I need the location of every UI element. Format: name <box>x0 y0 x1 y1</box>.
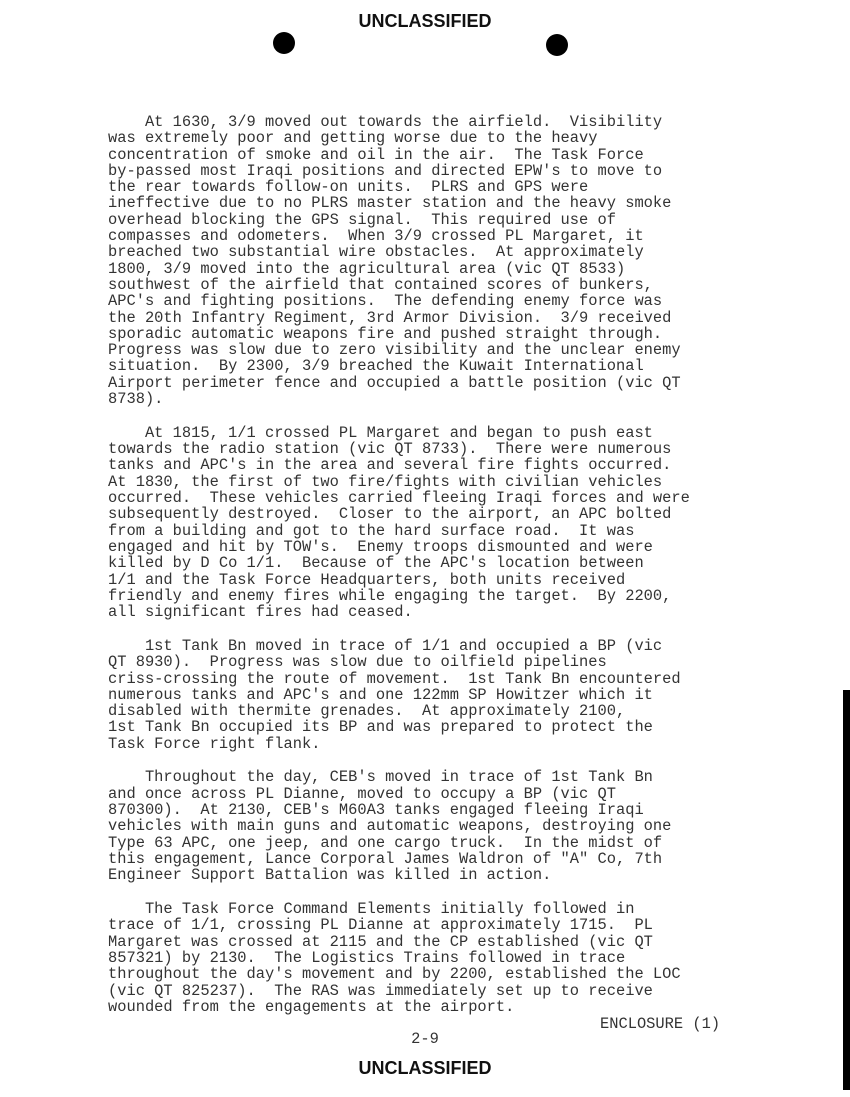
text-line: and once across PL Dianne, moved to occupy a BP (vic QT <box>108 784 616 803</box>
text-line: Margaret was crossed at 2115 and the CP established (vic QT <box>108 932 653 951</box>
text-line: At 1630, 3/9 moved out towards the airfield. Visibility <box>144 113 663 131</box>
text-line: vehicles with main guns and automatic weapons, destroying one <box>108 817 672 836</box>
text-line: Throughout the day, CEB's moved in trace of 1st Tank Bn <box>144 768 653 787</box>
text-line: sporadic automatic weapons fire and pushed straight through. <box>108 324 663 343</box>
text-line: the rear towards follow-on units. PLRS and GPS were <box>108 178 589 197</box>
text-line: was extremely poor and getting worse due to the heavy <box>108 129 598 148</box>
text-line: 1800, 3/9 moved into the agricultural area (vic QT 8533) <box>108 259 626 278</box>
classification-header: UNCLASSIFIED <box>358 11 492 31</box>
text-line: throughout the day's movement and by 2200, established the LOC <box>108 965 681 984</box>
paragraph <box>108 425 690 621</box>
page-number: 2-9 <box>411 1030 439 1048</box>
text-line: Engineer Support Battalion was killed in action. <box>108 866 552 885</box>
text-line: 870300). At 2130, CEB's M60A3 tanks engaged fleeing Iraqi <box>108 801 644 820</box>
document-body <box>108 114 690 1033</box>
text-line: At 1815, 1/1 crossed PL Margaret and began to push east <box>144 423 653 442</box>
text-line: subsequently destroyed. Closer to the airport, an APC bolted <box>108 505 672 524</box>
text-line: At 1830, the first of two fire/fights with civilian vehicles <box>108 472 663 491</box>
punch-hole-mark <box>546 34 568 56</box>
text-line: The Task Force Command Elements initially followed in <box>144 900 635 919</box>
text-line: all significant fires had ceased. <box>108 603 413 622</box>
text-line: engaged and hit by TOW's. Enemy troops dismounted and were <box>108 537 653 556</box>
paragraph <box>108 901 690 1015</box>
text-line: towards the radio station (vic QT 8733). There were numerous <box>108 440 672 459</box>
paragraph <box>108 769 690 883</box>
enclosure-label: ENCLOSURE (1) <box>600 1015 721 1033</box>
text-line: 1/1 and the Task Force Headquarters, both units received <box>108 570 626 589</box>
text-line: 857321) by 2130. The Logistics Trains followed in trace <box>108 948 626 967</box>
text-line: killed by D Co 1/1. Because of the APC's location between <box>108 554 644 573</box>
text-line: (vic QT 825237). The RAS was immediately set up to receive <box>108 981 653 1000</box>
text-line: tanks and APC's in the area and several fire fights occurred. <box>108 456 672 475</box>
text-line: situation. By 2300, 3/9 breached the Kuwait International <box>108 357 644 376</box>
text-line: this engagement, Lance Corporal James Waldron of "A" Co, 7th <box>108 849 663 868</box>
text-line: numerous tanks and APC's and one 122mm SP Howitzer which it <box>108 685 653 704</box>
text-line: overhead blocking the GPS signal. This required use of <box>108 210 616 229</box>
text-line: Airport perimeter fence and occupied a battle position (vic QT <box>108 373 681 392</box>
paragraph <box>108 114 690 407</box>
text-line: ineffective due to no PLRS master station and the heavy smoke <box>108 194 672 213</box>
text-line: trace of 1/1, crossing PL Dianne at approximately 1715. PL <box>108 916 653 935</box>
text-line: QT 8930). Progress was slow due to oilfield pipelines <box>108 653 607 672</box>
text-line: 8738). <box>108 390 164 409</box>
text-line: breached two substantial wire obstacles. At approximately <box>108 243 644 262</box>
text-line: the 20th Infantry Regiment, 3rd Armor Division. 3/9 received <box>108 308 672 327</box>
text-line: APC's and fighting positions. The defending enemy force was <box>108 292 663 311</box>
punch-hole-mark <box>273 32 295 54</box>
text-line: Task Force right flank. <box>108 734 321 753</box>
text-line: occurred. These vehicles carried fleeing Iraqi forces and were <box>108 489 690 508</box>
text-line: Type 63 APC, one jeep, and one cargo truck. In the midst of <box>108 833 663 852</box>
text-line: southwest of the airfield that contained scores of bunkers, <box>108 275 653 294</box>
text-line: 1st Tank Bn moved in trace of 1/1 and occupied a BP (vic <box>144 636 663 655</box>
text-line: 1st Tank Bn occupied its BP and was prepared to protect the <box>108 718 653 737</box>
text-line: from a building and got to the hard surface road. It was <box>108 521 635 540</box>
text-line: Progress was slow due to zero visibility and the unclear enemy <box>108 341 681 360</box>
text-line: concentration of smoke and oil in the air. The Task Force <box>108 145 644 164</box>
scan-edge-bar <box>843 690 850 1090</box>
classification-footer: UNCLASSIFIED <box>358 1058 492 1078</box>
text-line: disabled with thermite grenades. At approximately 2100, <box>108 702 626 721</box>
text-line: by-passed most Iraqi positions and directed EPW's to move to <box>108 161 663 180</box>
paragraph <box>108 638 690 752</box>
text-line: friendly and enemy fires while engaging the target. By 2200, <box>108 586 672 605</box>
text-line: wounded from the engagements at the airport. <box>108 997 515 1016</box>
text-line: criss-crossing the route of movement. 1st Tank Bn encountered <box>108 669 681 688</box>
text-line: compasses and odometers. When 3/9 crossed PL Margaret, it <box>108 227 644 246</box>
